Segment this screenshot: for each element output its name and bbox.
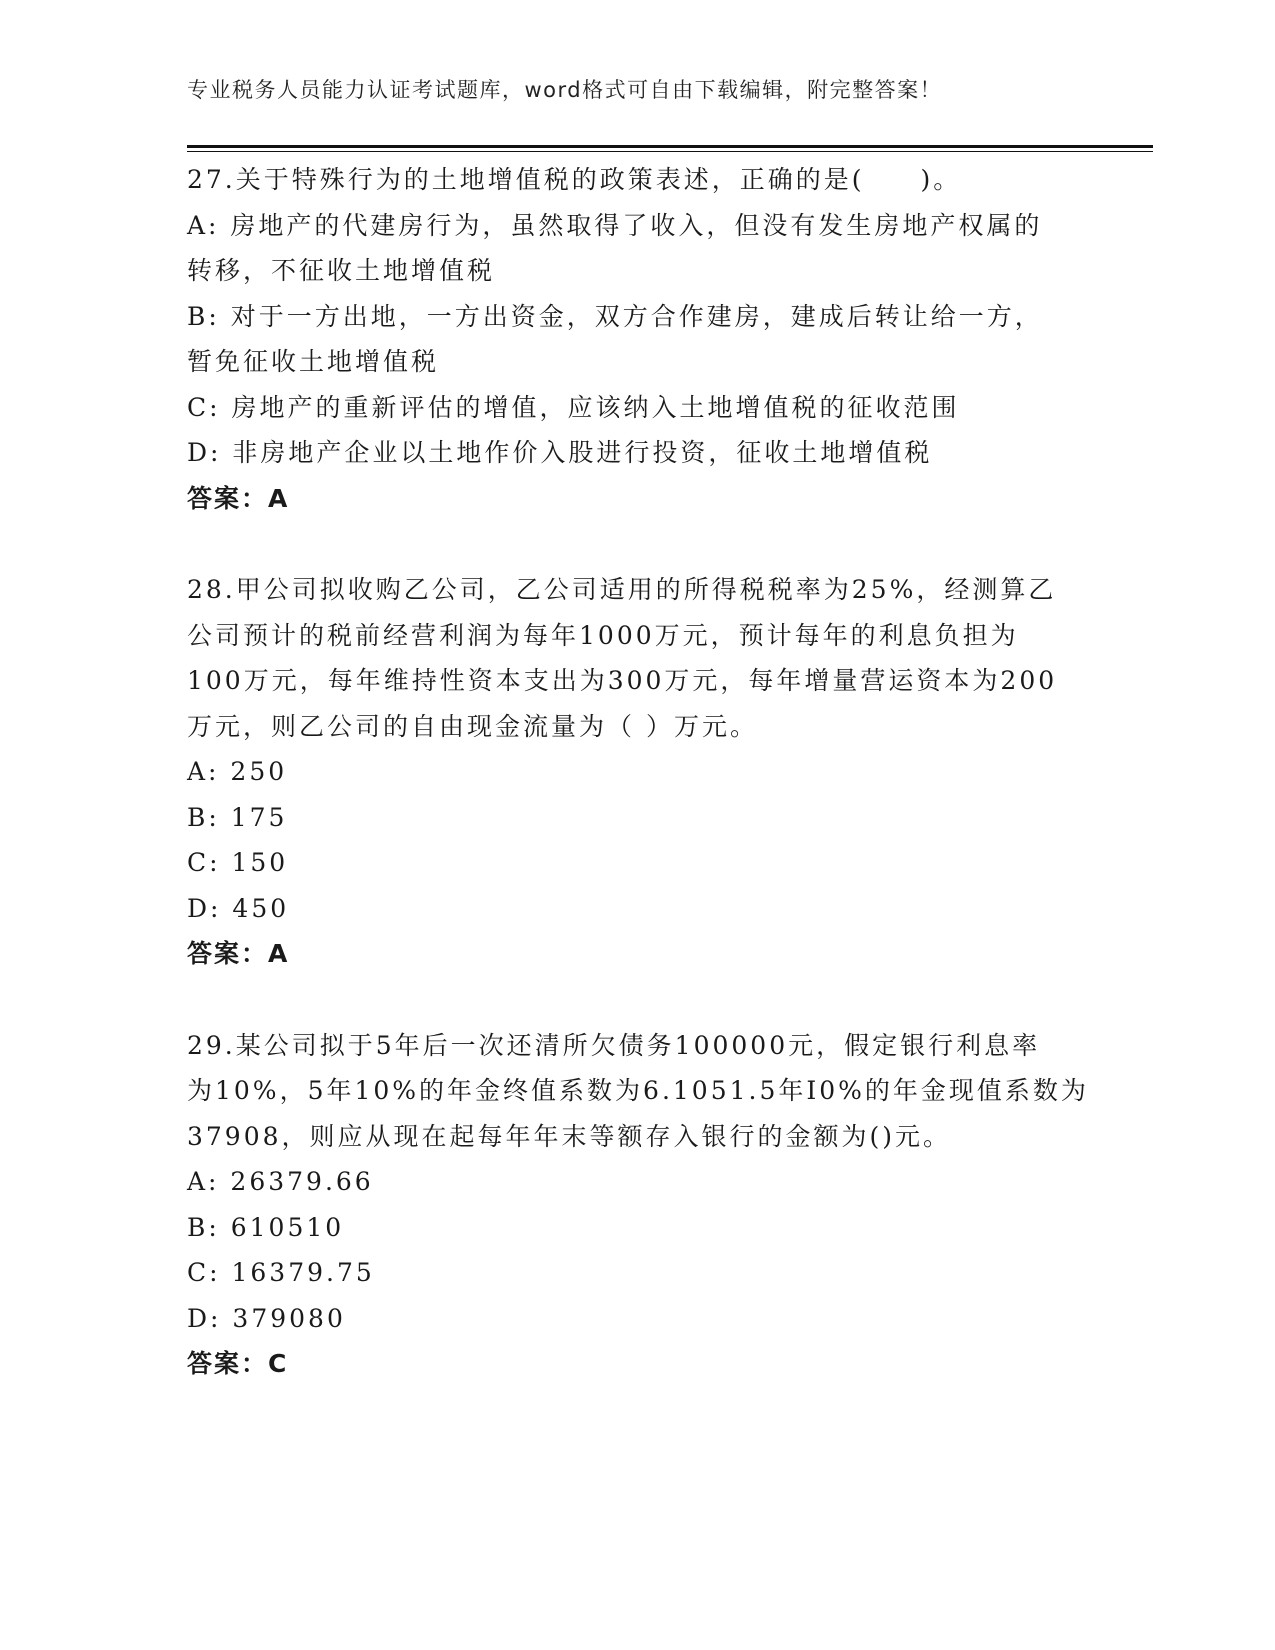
- option-a-line: A: 250: [187, 757, 288, 786]
- question-stem-line: 为10%，5年10%的年金终值系数为6.1051.5年I0%的年金现值系数为: [187, 1076, 1089, 1105]
- option-b-line: B: 175: [187, 802, 288, 832]
- answer-label: 答案：A: [187, 483, 290, 513]
- question-stem-line: 37908，则应从现在起每年年末等额存入银行的金额为()元。: [187, 1121, 952, 1151]
- question-29: [187, 1023, 1087, 1387]
- question-stem-line: 100万元，每年维持性资本支出为300万元，每年增量营运资本为200: [187, 666, 1058, 695]
- page-header: 专业税务人员能力认证考试题库，word格式可自由下载编辑，附完整答案！: [187, 78, 943, 102]
- option-d-line: D: 450: [187, 893, 290, 923]
- option-a-continuation: 转移，不征收土地增值税: [187, 256, 496, 285]
- option-d-line: D: 379080: [187, 1303, 346, 1333]
- option-c-line: C: 150: [187, 848, 289, 877]
- question-stem-line: 27.关于特殊行为的土地增值税的政策表述，正确的是( )。: [187, 165, 962, 194]
- header-rule-thin: [187, 151, 1153, 152]
- option-b-line: B: 对于一方出地，一方出资金，双方合作建房，建成后转让给一方，: [187, 301, 1043, 331]
- answer-label: 答案：A: [187, 939, 290, 968]
- option-c-line: C: 房地产的重新评估的增值，应该纳入土地增值税的征收范围: [187, 392, 960, 422]
- option-d-line: D: 非房地产企业以土地作价入股进行投资，征收土地增值税: [187, 438, 933, 467]
- question-stem-line: 万元，则乙公司的自由现金流量为（ ）万元。: [187, 711, 758, 741]
- option-b-line: B: 610510: [187, 1212, 345, 1242]
- question-stem-line: 28.甲公司拟收购乙公司，乙公司适用的所得税税率为25%，经测算乙: [187, 575, 1057, 604]
- option-b-continuation: 暂免征收土地增值税: [187, 347, 440, 376]
- answer-label: 答案：C: [187, 1349, 289, 1378]
- question-stem-line: 公司预计的税前经营利润为每年1000万元，预计每年的利息负担为: [187, 620, 1019, 650]
- question-stem-line: 29.某公司拟于5年后一次还清所欠债务100000元，假定银行利息率: [187, 1030, 1041, 1060]
- option-a-line: A: 26379.66: [187, 1167, 374, 1196]
- question-list: [187, 157, 1087, 1433]
- option-a-line: A: 房地产的代建房行为，虽然取得了收入，但没有发生房地产权属的: [187, 210, 1043, 240]
- question-28: [187, 567, 1087, 977]
- header-rule-thick: [187, 145, 1153, 148]
- question-27: [187, 157, 1087, 521]
- option-c-line: C: 16379.75: [187, 1258, 375, 1287]
